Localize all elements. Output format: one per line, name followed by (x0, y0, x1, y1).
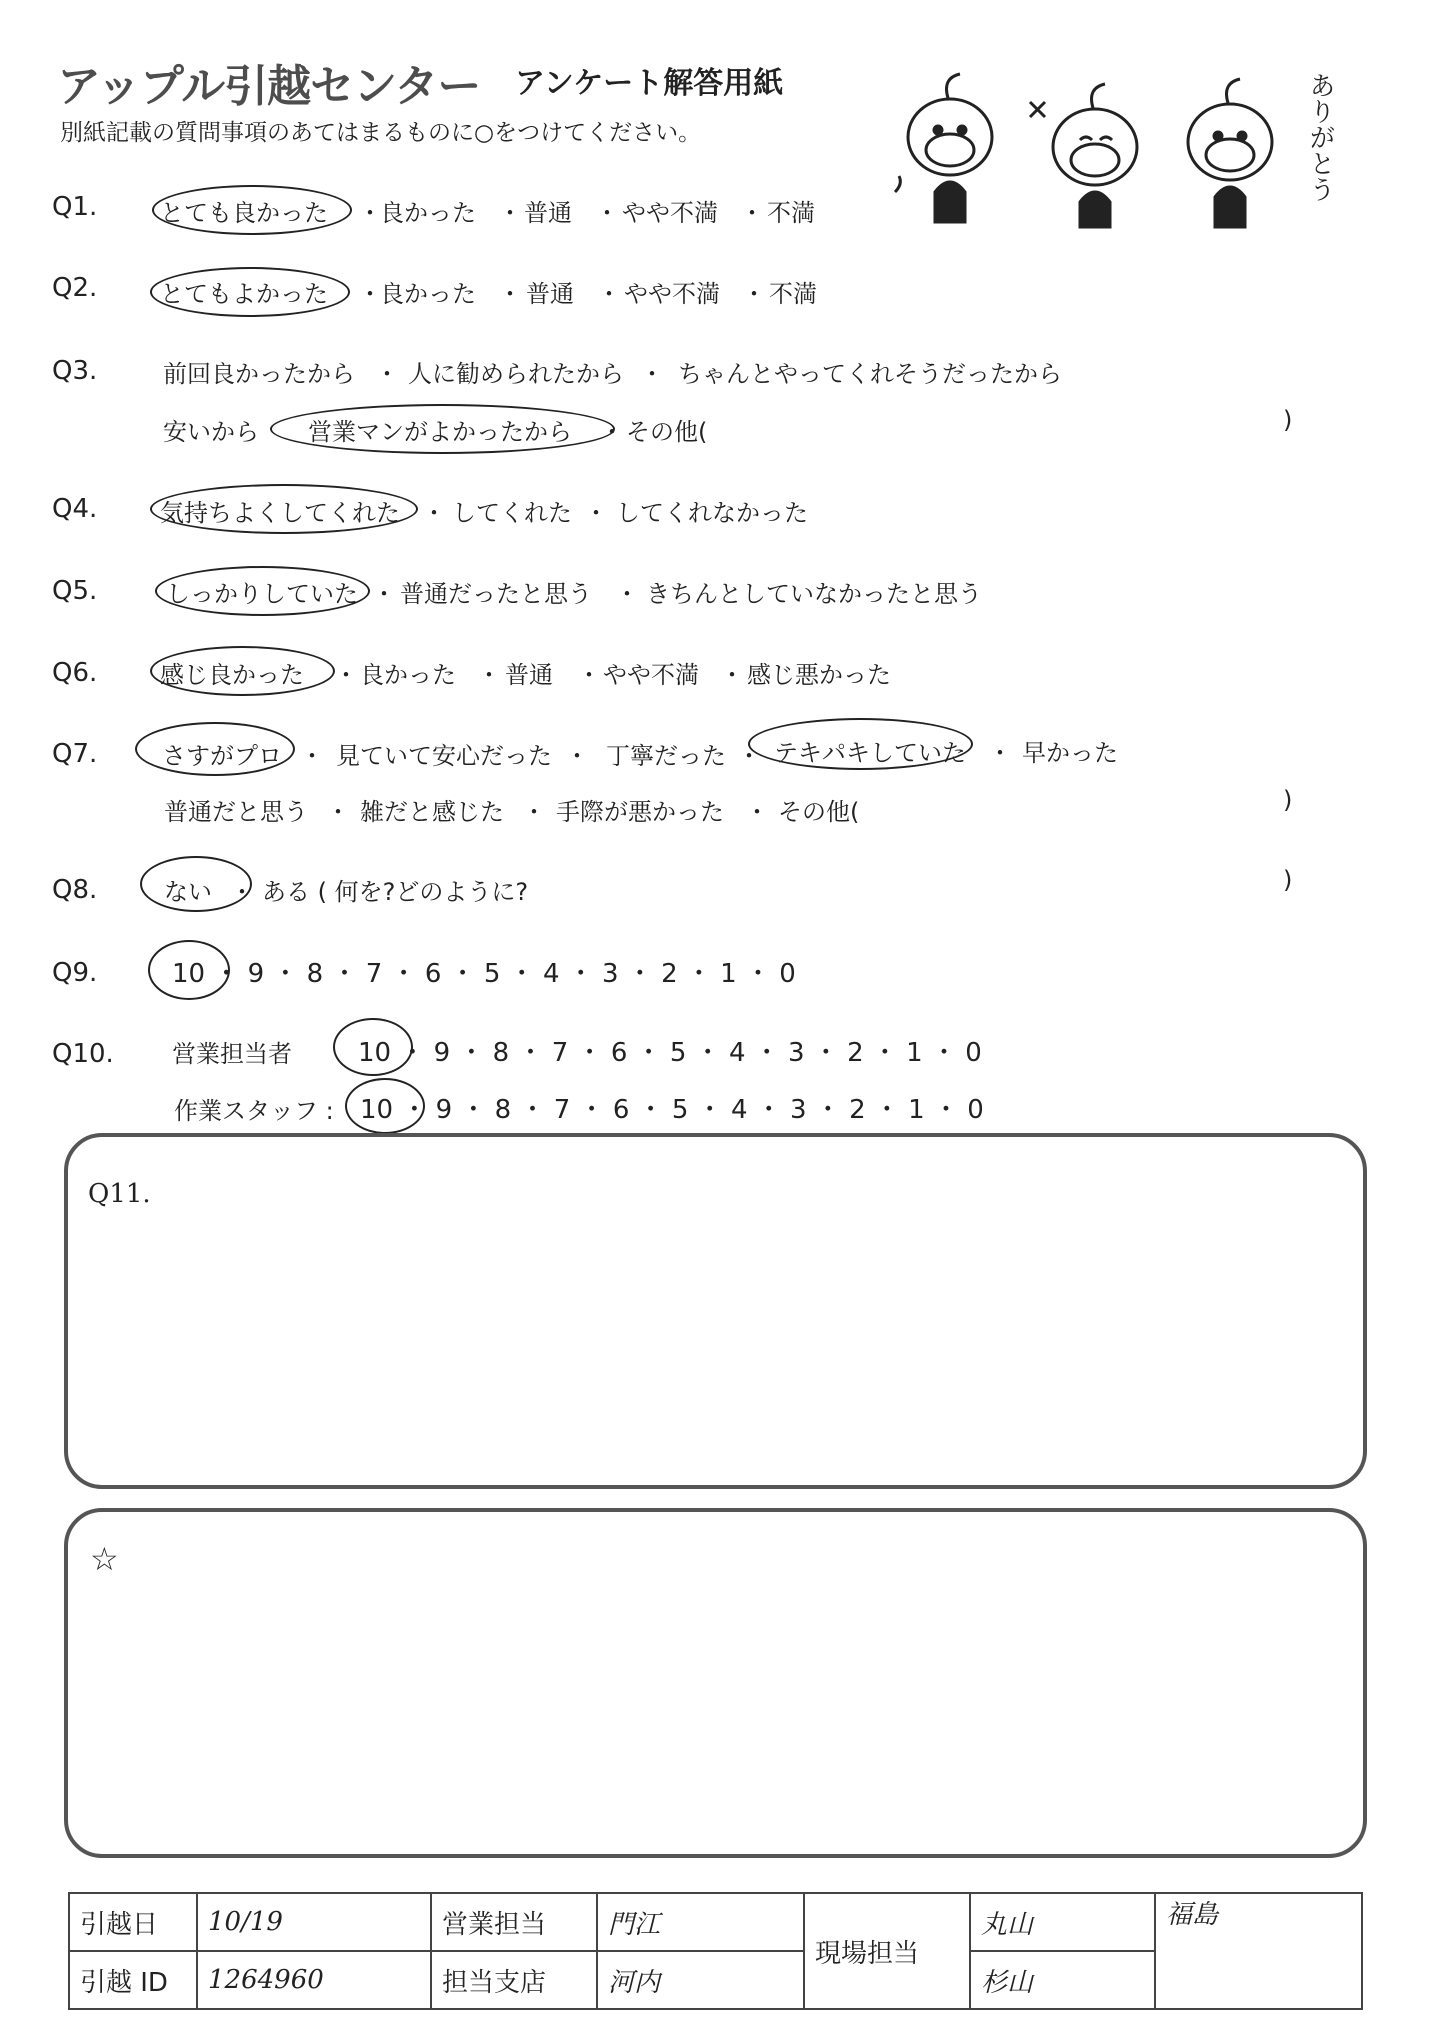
field-label: 現場担当 (804, 1893, 970, 2009)
q10-staff-label: 作業スタッフ : (174, 1097, 334, 1125)
q7-close-paren: ) (1283, 786, 1293, 814)
q7-option-4[interactable]: テキパキしていた (774, 739, 966, 767)
move-id-label: 引越 ID (69, 1951, 197, 2009)
branch-label: 担当支店 (431, 1951, 597, 2009)
q2-option-1[interactable]: とてもよかった (160, 280, 328, 308)
q7-option-2[interactable]: 見ていて安心だった (336, 742, 552, 770)
q2-option-5[interactable]: 不満 (769, 280, 817, 308)
q1-option-1[interactable]: とても良かった (160, 199, 328, 227)
sales-label: 営業担当 (431, 1893, 597, 1951)
form-subtitle: アンケート解答用紙 (515, 66, 784, 101)
q6-option-4[interactable]: やや不満 (603, 661, 699, 689)
q7-number: Q7. (52, 739, 98, 769)
field-value-1[interactable]: 丸山 (970, 1893, 1155, 1951)
info-table (68, 1892, 1363, 2010)
monkey-icon (1030, 84, 1137, 227)
q7-option-6[interactable]: 普通だと思う (164, 798, 308, 826)
star-comment-box[interactable] (64, 1508, 1367, 1858)
q4-option-1[interactable]: 気持ちよくしてくれた (160, 499, 400, 527)
q6-option-3[interactable]: 普通 (505, 661, 553, 689)
q5-number: Q5. (52, 576, 98, 606)
q5-option-1[interactable]: しっかりしていた (166, 580, 358, 608)
q5-option-2[interactable]: 普通だったと思う (400, 580, 592, 608)
q3-option-3[interactable]: ちゃんとやってくれそうだったから (678, 360, 1062, 388)
monkey-icon (1188, 79, 1272, 227)
q4-option-3[interactable]: してくれなかった (616, 499, 808, 527)
q6-option-1[interactable]: 感じ良かった (160, 661, 304, 689)
thanks-text: ありがとう (1305, 72, 1335, 202)
sales-value[interactable]: 門江 (597, 1893, 804, 1951)
q2-option-2[interactable]: 良かった (380, 280, 476, 308)
q3-option-1[interactable]: 前回良かったから (163, 360, 355, 388)
q8-number: Q8. (52, 875, 98, 905)
q11-label: Q11. (88, 1179, 151, 1209)
q7-option-3[interactable]: 丁寧だった (606, 742, 726, 770)
monkey-icon (895, 74, 992, 222)
q3-number: Q3. (52, 356, 98, 386)
q9-number: Q9. (52, 958, 98, 988)
q3-option-4[interactable]: 安いから (163, 418, 259, 446)
q1-option-5[interactable]: 不満 (767, 199, 815, 227)
q7-option-7[interactable]: 雑だと感じた (360, 798, 504, 826)
q4-number: Q4. (52, 494, 98, 524)
q1-option-3[interactable]: 普通 (524, 199, 572, 227)
q1-option-2[interactable]: 良かった (380, 199, 476, 227)
star-icon: ☆ (90, 1540, 119, 1578)
q10-staff-scale[interactable]: 10 ・ 9 ・ 8 ・ 7 ・ 6 ・ 5 ・ 4 ・ 3 ・ 2 ・ 1 ・ 0 (360, 1095, 984, 1125)
q1-option-4[interactable]: やや不満 (622, 199, 718, 227)
q3-option-2[interactable]: 人に勧められたから (408, 360, 624, 388)
q8-close-paren: ) (1283, 866, 1293, 894)
move-id-value[interactable]: 1264960 (197, 1951, 431, 2009)
move-date-label: 引越日 (69, 1893, 197, 1951)
q3-option-5[interactable]: 営業マンがよかったから (308, 418, 572, 446)
instruction-text: 別紙記載の質問事項のあてはまるものに○をつけてください。 (60, 120, 702, 146)
field-value-2[interactable]: 杉山 (970, 1951, 1155, 2009)
q8-option-1[interactable]: ない (164, 878, 212, 906)
q10-sales-label: 営業担当者 (172, 1040, 292, 1068)
q6-option-2[interactable]: 良かった (360, 661, 456, 689)
branch-value[interactable]: 河内 (597, 1951, 804, 2009)
q3-close-paren: ) (1283, 406, 1293, 434)
monkeys-illustration (890, 52, 1370, 232)
q2-option-4[interactable]: やや不満 (624, 280, 720, 308)
q2-option-3[interactable]: 普通 (526, 280, 574, 308)
q7-option-1[interactable]: さすがプロ (162, 742, 282, 770)
q6-number: Q6. (52, 658, 98, 688)
q7-option-5[interactable]: 早かった (1022, 739, 1118, 767)
q1-number: Q1. (52, 192, 98, 222)
q3-option-6[interactable]: その他( (626, 418, 708, 446)
q7-option-8[interactable]: 手際が悪かった (556, 798, 724, 826)
q7-option-9[interactable]: その他( (778, 798, 860, 826)
move-date-value[interactable]: 10/19 (197, 1893, 431, 1951)
field-value-3[interactable]: 福島 (1155, 1893, 1362, 2009)
q11-comment-box[interactable] (64, 1133, 1367, 1489)
q4-option-2[interactable]: してくれた (452, 499, 572, 527)
q8-option-2[interactable]: ある ( 何を?どのように? (262, 878, 529, 906)
q5-option-3[interactable]: きちんとしていなかったと思う (646, 580, 982, 608)
q10-sales-scale[interactable]: 10 ・ 9 ・ 8 ・ 7 ・ 6 ・ 5 ・ 4 ・ 3 ・ 2 ・ 1 ・ 0 (358, 1038, 982, 1068)
q2-number: Q2. (52, 273, 98, 303)
q6-option-5[interactable]: 感じ悪かった (747, 661, 891, 689)
q9-scale[interactable]: 10 ・ 9 ・ 8 ・ 7 ・ 6 ・ 5 ・ 4 ・ 3 ・ 2 ・ 1 ・ 0 (172, 959, 796, 989)
company-title: アップル引越センター (57, 61, 481, 112)
q10-number: Q10. (52, 1039, 114, 1069)
